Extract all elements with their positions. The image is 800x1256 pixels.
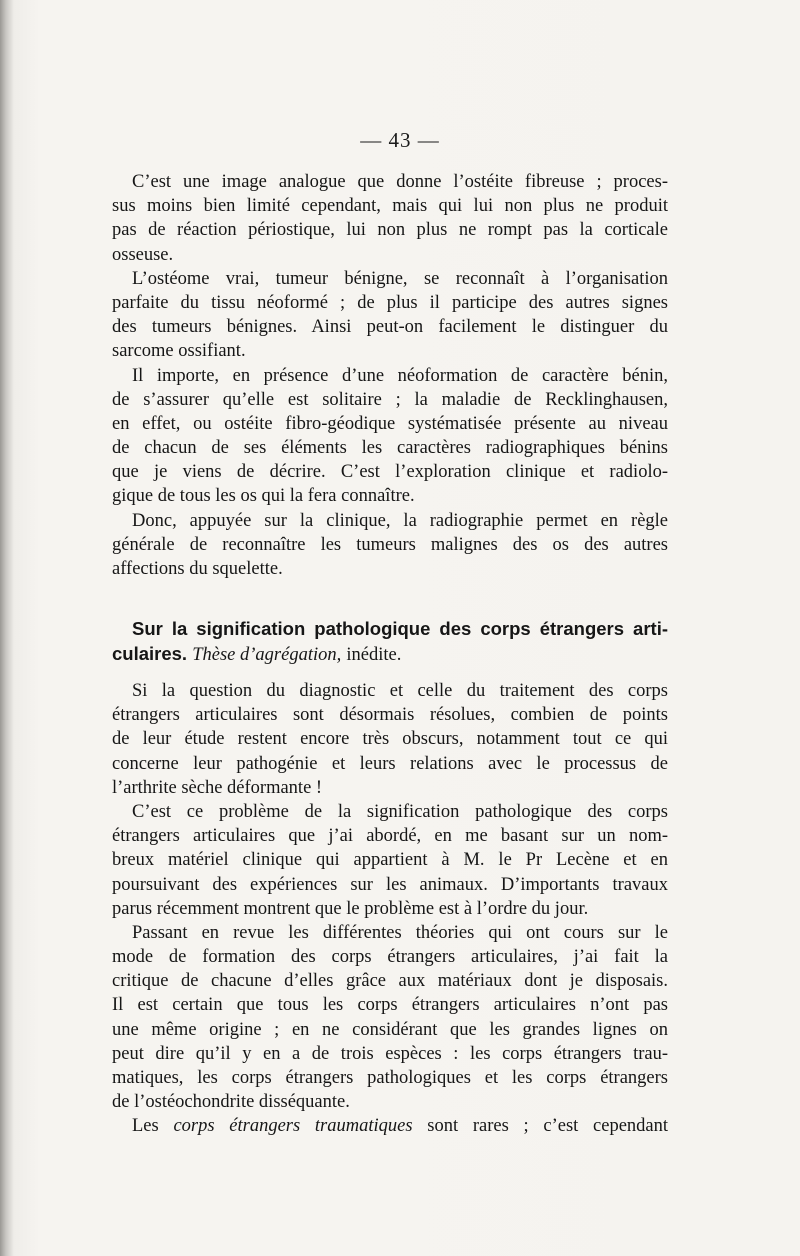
text-line: affections du squelette. — [112, 559, 283, 579]
text-line: des tumeurs bénignes. Ainsi peut-on facilement le distinguer du — [112, 317, 668, 338]
text-line: mode de formation des corps étrangers articulaires, j’ai fait la — [112, 947, 668, 968]
text-line: l’arthrite sèche déformante ! — [112, 777, 323, 798]
text-line: poursuivant des expériences sur les animaux. D’importants travaux — [112, 874, 668, 895]
text-line: osseuse. — [112, 244, 174, 265]
text-line: une même origine ; en ne considérant que les grandes lignes on — [112, 1019, 668, 1040]
text-line: concerne leur pathogénie et leurs relations avec le processus de — [112, 753, 668, 774]
text-line: Il est certain que tous les corps étrangers articulaires n’ont pas — [112, 995, 668, 1016]
heading-line-2 — [112, 641, 668, 666]
last-line-before: Les — [132, 1116, 159, 1137]
text-line: peut dire qu’il y en a de trois espèces : les corps étrangers trau- — [112, 1043, 668, 1064]
text-line: Passant en revue les différentes théories qui ont cours sur le — [132, 922, 668, 943]
text-line: de l’ostéochondrite disséquante. — [112, 1092, 350, 1113]
text-line: gique de tous les os qui la fera connaître. — [112, 486, 415, 507]
text-line: sarcome ossifiant. — [112, 341, 246, 362]
text-line: étrangers articulaires sont désormais résolues, combien de points — [112, 705, 668, 726]
text-line: de chacun de ses éléments les caractères radiographiques bénins — [112, 438, 668, 459]
text-line: étrangers articulaires que j’ai abordé, en me basant sur un nom- — [112, 826, 668, 847]
text-line: matiques, les corps étrangers pathologiques et les corps étrangers — [112, 1068, 668, 1088]
text-line: C’est une image analogue que donne l’ostéite fibreuse ; proces- — [132, 172, 668, 192]
last-line-after: sont rares ; c’est cependant — [427, 1116, 669, 1137]
text-line: Il importe, en présence d’une néoformation de caractère bénin, — [132, 365, 668, 386]
text-line: critique de chacune d’elles grâce aux matériaux dont je disposais. — [112, 971, 668, 992]
text-line: parfaite du tissu néoformé ; de plus il participe des autres signes — [112, 292, 668, 313]
section-heading — [112, 616, 668, 666]
text-line: de s’assurer qu’elle est solitaire ; la maladie de Recklinghausen, — [112, 389, 668, 410]
last-line-italic: corps étrangers traumatiques — [173, 1116, 413, 1137]
text-line: breux matériel clinique qui appartient à M. le Pr Lecène et en — [112, 850, 668, 871]
text-line: Donc, appuyée sur la clinique, la radiographie permet en règle — [132, 510, 668, 531]
text-line: C’est ce problème de la signification pathologique des corps — [132, 801, 668, 822]
text-line-last — [112, 1114, 668, 1138]
heading-italic-part: Thèse d’agrégation, — [192, 645, 342, 665]
text-line: que je viens de décrire. C’est l’exploration clinique et radiolo- — [112, 462, 668, 483]
text-line: de leur étude restent encore très obscurs, notamment tout ce qui — [112, 729, 668, 750]
heading-bold-part: culaires. — [112, 643, 188, 664]
heading-line-1: Sur la signification pathologique des corps étrangers arti- — [132, 618, 668, 639]
text-block-foreign-bodies — [112, 679, 668, 1139]
text-line: parus récemment montrent que le problème est à l’ordre du jour. — [112, 898, 589, 919]
text-line: générale de reconnaître les tumeurs malignes des os des autres — [112, 534, 668, 555]
text-line: pas de réaction périostique, lui non plus ne rompt pas la corticale — [112, 220, 668, 241]
heading-rest-part: inédite. — [346, 645, 402, 665]
text-line: Si la question du diagnostic et celle du traitement des corps — [132, 681, 668, 701]
text-line: L’ostéome vrai, tumeur bénigne, se reconnaît à l’organisation — [132, 268, 668, 289]
text-line: en effet, ou ostéite fibro-géodique systématisée présente au niveau — [112, 413, 668, 434]
page-number: — 43 — — [360, 128, 440, 152]
text-line: sus moins bien limité cependant, mais qui lui non plus ne produit — [112, 196, 668, 217]
text-block-imaging — [112, 170, 668, 581]
